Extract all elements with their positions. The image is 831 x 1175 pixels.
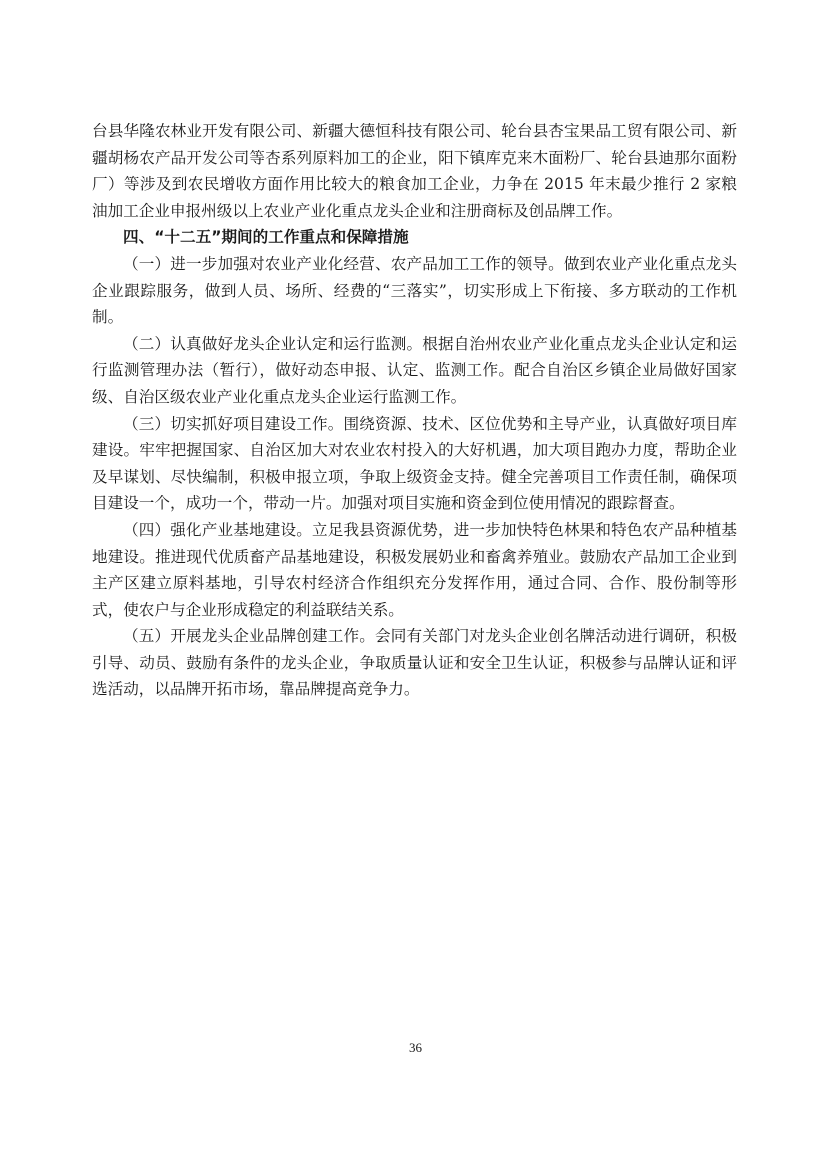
page-number: 36 [409,1040,422,1055]
paragraph-4: （四）强化产业基地建设。立足我县资源优势，进一步加快特色林果和特色农产品种植基地建设。推进现代优质畜产品基地建设，积极发展奶业和畜禽养殖业。鼓励农产品加工企业到主产区建立原料基地，引导农村经济合作组织充分发挥作用，通过合同、合作、股份制等形式，使农户与企业形成稳定的利益联结关系。 [92,520,737,619]
paragraph-3: （三）切实抓好项目建设工作。围绕资源、技术、区位优势和主导产业，认真做好项目库建设。牢牢把握国家、自治区加大对农业农村投入的大好机遇，加大项目跑办力度，帮助企业及早谋划、尽快编制，积极申报立项，争取上级资金支持。健全完善项目工作责任制，确保项目建设一个，成功一个，带动一片。加强对项目实施和资金到位使用情况的跟踪督查。 [92,414,737,513]
continuation-paragraph: 台县华隆农林业开发有限公司、新疆大德恒科技有限公司、轮台县杏宝果品工贸有限公司、新疆胡杨农产品开发公司等杏系列原料加工的企业，阳下镇库克来木面粉厂、轮台县迪那尔面粉厂）等涉及到农民增收方面作用比较大的粮食加工企业，力争在 2015 年末最少推行 2 家粮油加工企业申报州级以上农业产业化重点龙头企业和注册商标及创品牌工作。 [92,122,737,220]
paragraph-1: （一）进一步加强对农业产业化经营、农产品加工工作的领导。做到农业产业化重点龙头企业跟踪服务，做到人员、场所、经费的“三落实”，切实形成上下衔接、多方联动的工作机制。 [92,254,737,327]
section-heading: 四、“十二五”期间的工作重点和保障措施 [123,228,409,247]
paragraph-2: （二）认真做好龙头企业认定和运行监测。根据自治州农业产业化重点龙头企业认定和运行监测管理办法（暂行），做好动态申报、认定、监测工作。配合自治区乡镇企业局做好国家级、自治区级农业产业化重点龙头企业运行监测工作。 [92,334,737,406]
page-body [92,118,737,703]
paragraph-5: （五）开展龙头企业品牌创建工作。会同有关部门对龙头企业创名牌活动进行调研，积极引导、动员、鼓励有条件的龙头企业，争取质量认证和安全卫生认证，积极参与品牌认证和评选活动，以品牌开拓市场，靠品牌提高竞争力。 [92,627,737,699]
